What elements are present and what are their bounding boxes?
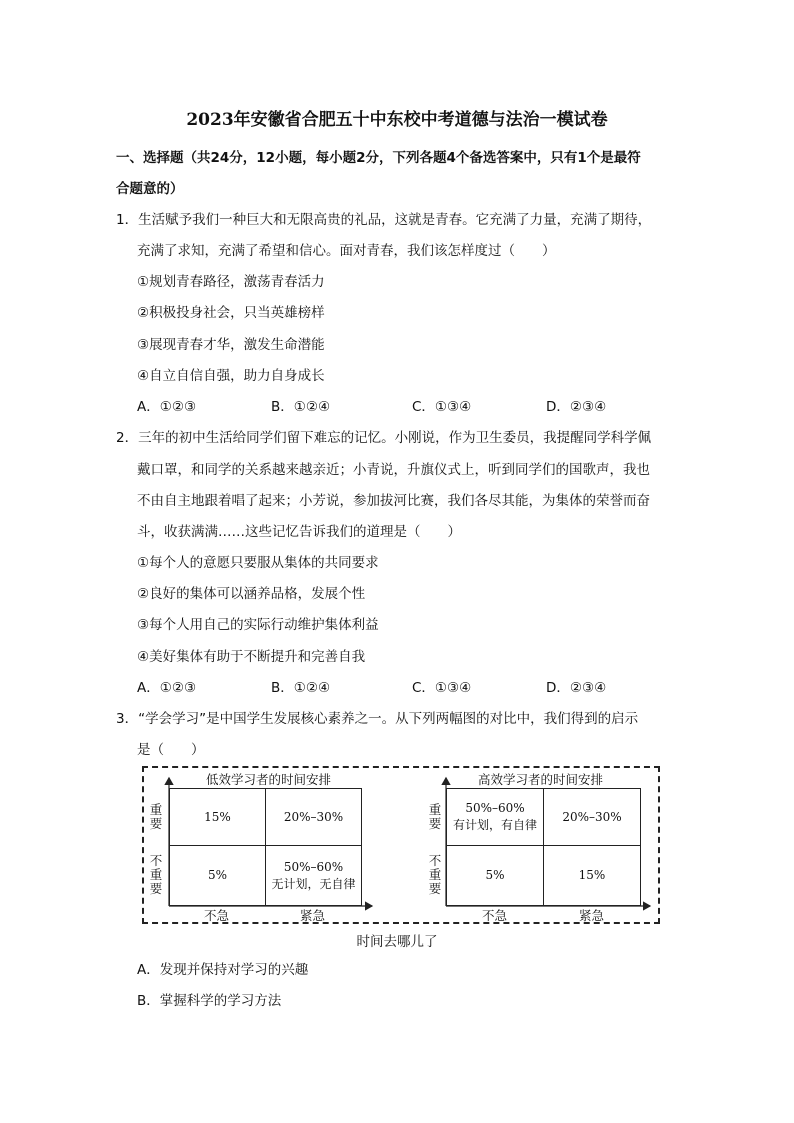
left-y-top-label: 重要 (149, 802, 163, 831)
q3-option-a[interactable]: A．发现并保持对学习的兴趣 (137, 962, 309, 978)
q2-option-c[interactable]: C．①③④ (412, 680, 472, 696)
q2-item-1: ①每个人的意愿只要服从集体的共同要求 (137, 555, 379, 571)
q1-option-c[interactable]: C．①③④ (412, 399, 472, 415)
section-heading-line-2: 合题意的） (116, 181, 184, 197)
q2-item-2: ②良好的集体可以涵养品格，发展个性 (137, 586, 366, 602)
right-cell-unimportant-not-urgent: 5% (446, 845, 544, 906)
q1-option-a[interactable]: A．①②③ (137, 399, 197, 415)
q3-stem-line-1: 3．“学会学习”是中国学生发展核心素养之一。从下列两幅图的对比中，我们得到的启示 (116, 711, 639, 727)
q3-option-b[interactable]: B．掌握科学的学习方法 (137, 993, 282, 1009)
q2-option-a[interactable]: A．①②③ (137, 680, 197, 696)
q2-stem-line-3: 不由自主地跟着唱了起来；小芳说，参加拔河比赛，我们各尽其能，为集体的荣誉而奋 (137, 493, 650, 509)
right-cell-unimportant-urgent: 15% (543, 845, 641, 906)
q3-stem-line-2: 是（ ） (137, 742, 205, 758)
right-x-right-label: 紧急 (579, 908, 605, 923)
q1-item-4: ④自立自信自强，助力自身成长 (137, 368, 325, 384)
right-matrix-title: 高效学习者的时间安排 (478, 772, 604, 787)
q2-option-d[interactable]: D．②③④ (546, 680, 607, 696)
q1-item-2: ②积极投身社会，只当英雄榜样 (137, 305, 325, 321)
left-x-right-label: 紧急 (300, 908, 326, 923)
left-x-left-label: 不急 (204, 908, 230, 923)
q1-item-1: ①规划青春路径，激荡青春活力 (137, 274, 325, 290)
q1-option-b[interactable]: B．①②④ (271, 399, 331, 415)
q2-item-4: ④美好集体有助于不断提升和完善自我 (137, 649, 366, 665)
q2-stem-line-4: 斗，收获满满……这些记忆告诉我们的道理是（ ） (137, 524, 461, 540)
q2-option-b[interactable]: B．①②④ (271, 680, 331, 696)
right-y-top-label: 重要 (428, 802, 442, 831)
right-y-bottom-label: 不重要 (428, 853, 442, 896)
section-heading-line-1: 一、选择题（共24分，12小题，每小题2分，下列各题4个备选答案中，只有1个是最符 (116, 150, 641, 166)
q1-option-d[interactable]: D．②③④ (546, 399, 607, 415)
q1-stem-line-1: 1．生活赋予我们一种巨大和无限高贵的礼品，这就是青春。它充满了力量，充满了期待， (116, 212, 652, 228)
right-cell-important-urgent: 20%–30% (543, 788, 641, 846)
left-cell-important-not-urgent: 15% (169, 788, 266, 846)
right-cell-important-not-urgent: 50%–60% 有计划，有自律 (446, 788, 544, 846)
q2-item-3: ③每个人用自己的实际行动维护集体利益 (137, 617, 379, 633)
left-matrix-title: 低效学习者的时间安排 (206, 772, 332, 787)
left-cell-unimportant-not-urgent: 5% (169, 845, 266, 906)
q2-stem-line-2: 戴口罩，和同学的关系越来越亲近；小青说，升旗仪式上，听到同学们的国歌声，我也 (137, 462, 650, 478)
left-cell-unimportant-urgent: 50%–60% 无计划，无自律 (265, 845, 362, 906)
left-cell-important-urgent: 20%–30% (265, 788, 362, 846)
right-x-left-label: 不急 (482, 908, 508, 923)
q1-item-3: ③展现青春才华，激发生命潜能 (137, 337, 325, 353)
exam-title: 2023年安徽省合肥五十中东校中考道德与法治一模试卷 (186, 110, 608, 130)
q1-stem-line-2: 充满了求知，充满了希望和信心。面对青春，我们该怎样度过（ ） (137, 243, 556, 259)
left-y-bottom-label: 不重要 (149, 853, 163, 896)
q2-stem-line-1: 2．三年的初中生活给同学们留下难忘的记忆。小刚说，作为卫生委员，我提醒同学科学佩 (116, 430, 652, 446)
q3-figure-caption: 时间去哪儿了 (356, 934, 438, 950)
